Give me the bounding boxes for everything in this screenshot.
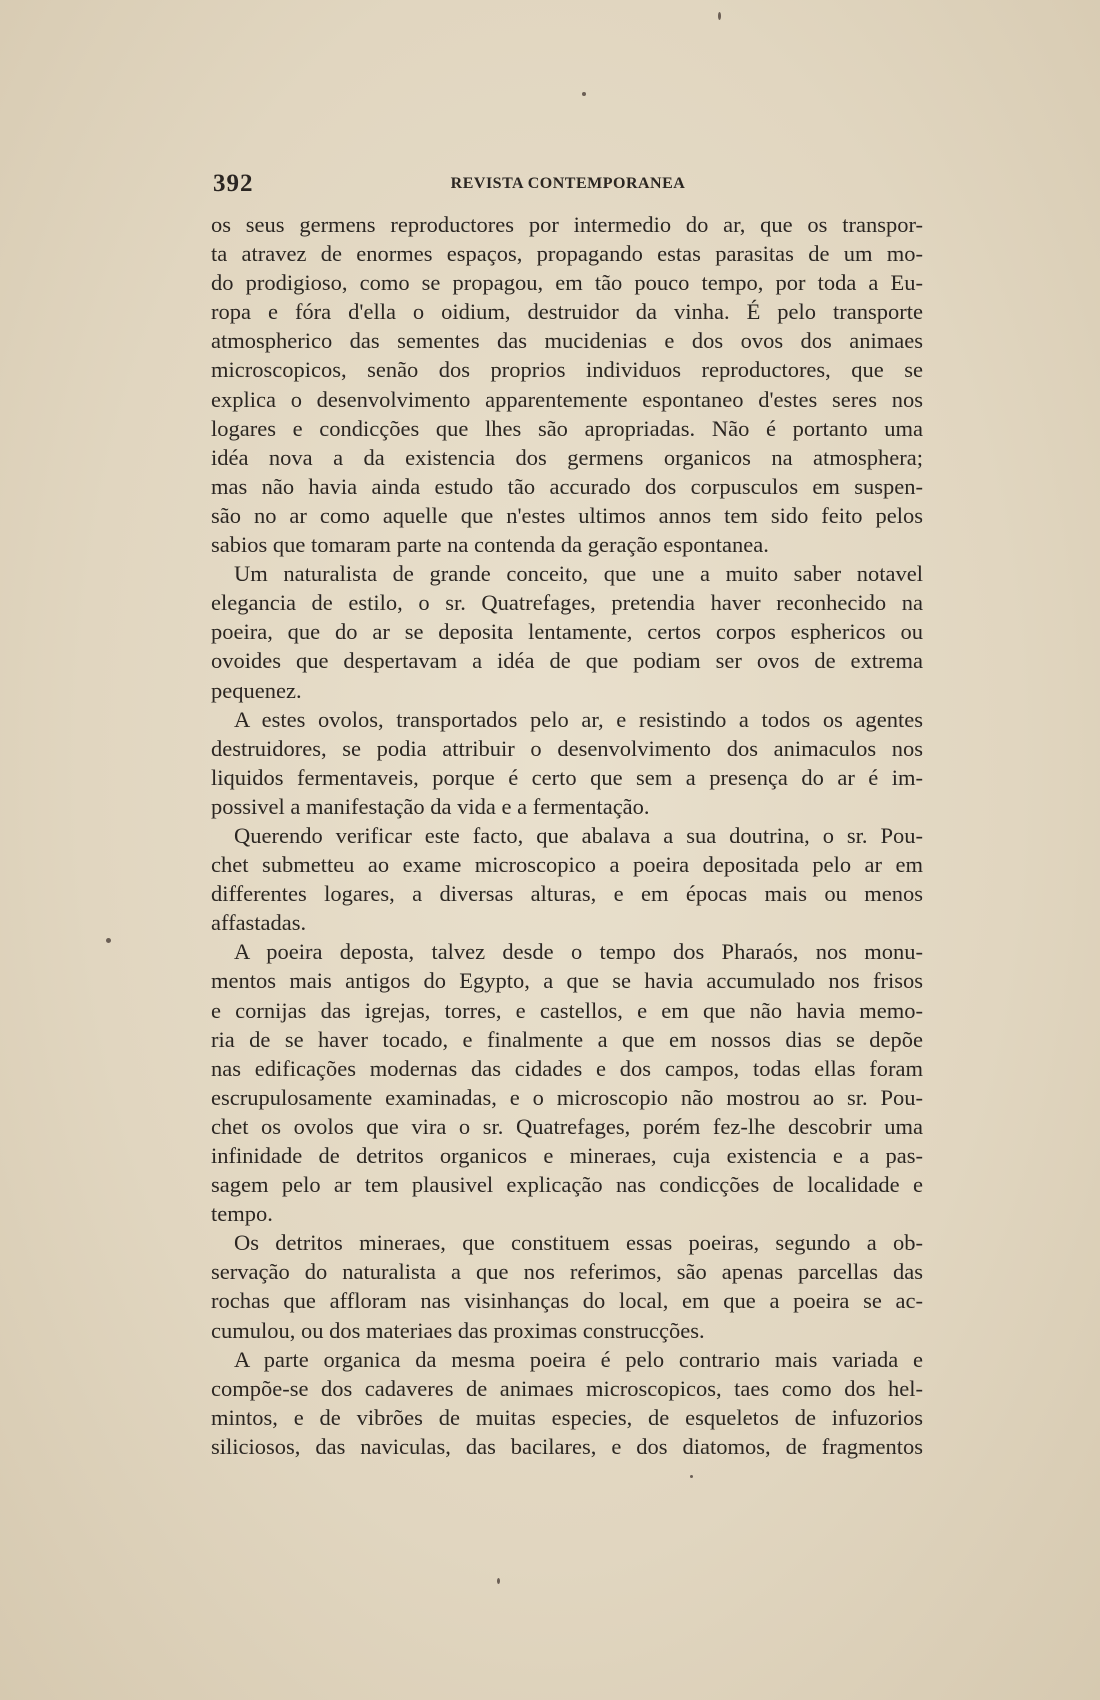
text-line: mintos, e de vibrões de muitas especies, de esqueletos de infuzorios: [211, 1404, 923, 1430]
text-line: cumulou, ou dos materiaes das proximas construcções.: [211, 1317, 705, 1343]
text-line: sabios que tomaram parte na contenda da geração espontanea.: [211, 532, 769, 558]
text-line: atmospherico das sementes das mucidenias e dos ovos dos animaes: [211, 328, 923, 354]
text-line: siliciosos, das naviculas, das bacilares, e dos diatomos, de fragmentos: [211, 1433, 923, 1459]
page-number: 392: [213, 170, 254, 197]
text-line: affastadas.: [211, 910, 307, 936]
running-title: REVISTA CONTEMPORANEA: [450, 175, 686, 192]
text-line: liquidos fermentaveis, porque é certo que sem a presença do ar é im-: [211, 764, 923, 790]
text-line: ropa e fóra d'ella o oidium, destruidor da vinha. É pelo transporte: [211, 299, 923, 325]
text-line: rochas que affloram nas visinhanças do local, em que a poeira se ac-: [211, 1288, 923, 1314]
text-line: nas edificações modernas das cidades e dos campos, todas ellas foram: [211, 1055, 923, 1081]
text-line: pequenez.: [211, 677, 302, 703]
text-line: compõe-se dos cadaveres de animaes microscopicos, taes como dos hel-: [211, 1375, 923, 1401]
text-line: infinidade de detritos organicos e mineraes, cuja existencia e a pas-: [211, 1143, 923, 1168]
text-line: os seus germens reproductores por intermedio do ar, que os transpor-: [211, 212, 923, 237]
text-line: elegancia de estilo, o sr. Quatrefages, pretendia haver reconhecido na: [211, 590, 923, 616]
text-line: A poeira deposta, talvez desde o tempo dos Pharaós, nos monu-: [234, 939, 923, 965]
text-line: destruidores, se podia attribuir o desenvolvimento dos animaculos nos: [211, 735, 923, 761]
text-line: do prodigioso, como se propagou, em tão pouco tempo, por toda a Eu-: [211, 270, 923, 296]
text-line: Querendo verificar este facto, que abalava a sua doutrina, o sr. Pou-: [234, 822, 923, 848]
text-line: ta atravez de enormes espaços, propagando estas parasitas de um mo-: [211, 241, 923, 267]
text-line: idéa nova a da existencia dos germens organicos na atmosphera;: [211, 444, 923, 470]
text-line: chet submetteu ao exame microscopico a poeira depositada pelo ar em: [211, 852, 923, 878]
text-line: servação do naturalista a que nos referimos, são apenas parcellas das: [211, 1259, 923, 1285]
text-line: ria de se haver tocado, e finalmente a que em nossos dias se depõe: [211, 1026, 923, 1052]
text-line: differentes logares, a diversas alturas, e em épocas mais ou menos: [211, 881, 923, 907]
text-line: são no ar como aquelle que n'estes ultimos annos tem sido feito pelos: [211, 502, 923, 528]
text-line: A parte organica da mesma poeira é pelo contrario mais variada e: [234, 1346, 923, 1372]
text-line: microscopicos, senão dos proprios individuos reproductores, que se: [211, 357, 923, 383]
paper-speck: [497, 1578, 500, 1584]
text-line: tempo.: [211, 1201, 273, 1227]
text-line: escrupulosamente examinadas, e o microscopio não mostrou ao sr. Pou-: [211, 1084, 923, 1110]
paper-speck: [106, 938, 111, 943]
text-line: logares e condicções que lhes são apropriadas. Não é portanto uma: [211, 415, 923, 441]
text-line: e cornijas das igrejas, torres, e castellos, e em que não havia memo-: [211, 997, 923, 1023]
paper-speck: [718, 12, 721, 20]
text-line: sagem pelo ar tem plausivel explicação nas condicções de localidade e: [211, 1172, 923, 1198]
body-text: [211, 210, 923, 1461]
text-line: explica o desenvolvimento apparentemente espontaneo d'estes seres nos: [211, 386, 923, 412]
page-header: [213, 170, 923, 200]
text-line: A estes ovolos, transportados pelo ar, e resistindo a todos os agentes: [234, 706, 923, 732]
text-line: Um naturalista de grande conceito, que une a muito saber notavel: [234, 561, 923, 587]
text-line: Os detritos mineraes, que constituem essas poeiras, segundo a ob-: [234, 1230, 923, 1256]
paper-speck: [582, 92, 586, 96]
text-line: mentos mais antigos do Egypto, a que se havia accumulado nos frisos: [211, 968, 923, 994]
text-line: ovoides que despertavam a idéa de que podiam ser ovos de extrema: [211, 648, 923, 674]
text-line: poeira, que do ar se deposita lentamente, certos corpos esphericos ou: [211, 619, 923, 645]
paper-speck: [690, 1475, 693, 1478]
text-line: mas não havia ainda estudo tão accurado dos corpusculos em suspen-: [211, 473, 923, 499]
text-line: chet os ovolos que vira o sr. Quatrefages, porém fez-lhe descobrir uma: [211, 1113, 923, 1139]
text-line: possivel a manifestação da vida e a fermentação.: [211, 793, 650, 819]
